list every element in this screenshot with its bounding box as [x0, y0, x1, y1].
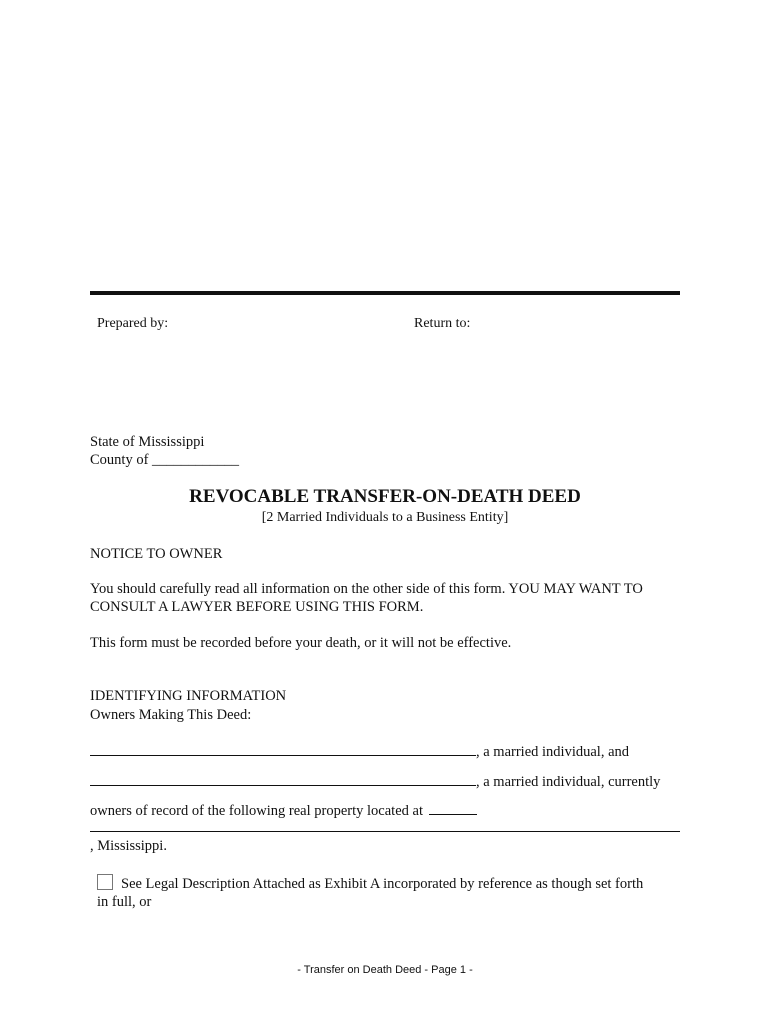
state-suffix: , Mississippi. — [90, 838, 167, 854]
owner-1-row — [90, 741, 629, 761]
owner-1-name-field[interactable] — [90, 741, 476, 756]
notice-heading: NOTICE TO OWNER — [90, 546, 223, 562]
county-line: County of ____________ — [90, 452, 240, 468]
identifying-heading: IDENTIFYING INFORMATION — [90, 688, 287, 704]
prepared-by-label: Prepared by: — [97, 316, 169, 331]
property-location-field[interactable] — [429, 800, 477, 815]
notice-line-2: CONSULT A LAWYER BEFORE USING THIS FORM. — [90, 599, 424, 615]
owner-2-row — [90, 771, 660, 791]
return-to-label: Return to: — [414, 316, 471, 331]
legal-description-line-1: See Legal Description Attached as Exhibit A incorporated by reference as though set forth — [121, 876, 644, 892]
legal-description-checkbox[interactable] — [97, 874, 113, 890]
owner-2-suffix: , a married individual, currently — [476, 774, 661, 790]
property-location-line[interactable] — [90, 831, 680, 832]
owner-2-name-field[interactable] — [90, 771, 476, 786]
state-line: State of Mississippi — [90, 434, 205, 450]
owner-1-suffix: , a married individual, and — [476, 744, 630, 760]
notice-line-3: This form must be recorded before your death, or it will not be effective. — [90, 635, 512, 651]
notice-line-1: You should carefully read all information on the other side of this form. YOU MAY WANT TO — [90, 581, 643, 597]
legal-description-line-2: in full, or — [97, 894, 152, 910]
document-title: REVOCABLE TRANSFER-ON-DEATH DEED — [189, 486, 581, 507]
property-location-row — [90, 800, 477, 820]
property-text: owners of record of the following real property located at — [90, 803, 423, 819]
document-subtitle: [2 Married Individuals to a Business Entity] — [261, 510, 509, 525]
top-rule — [90, 291, 680, 295]
owners-subheading: Owners Making This Deed: — [90, 707, 252, 723]
page-footer: - Transfer on Death Deed - Page 1 - — [297, 964, 473, 976]
